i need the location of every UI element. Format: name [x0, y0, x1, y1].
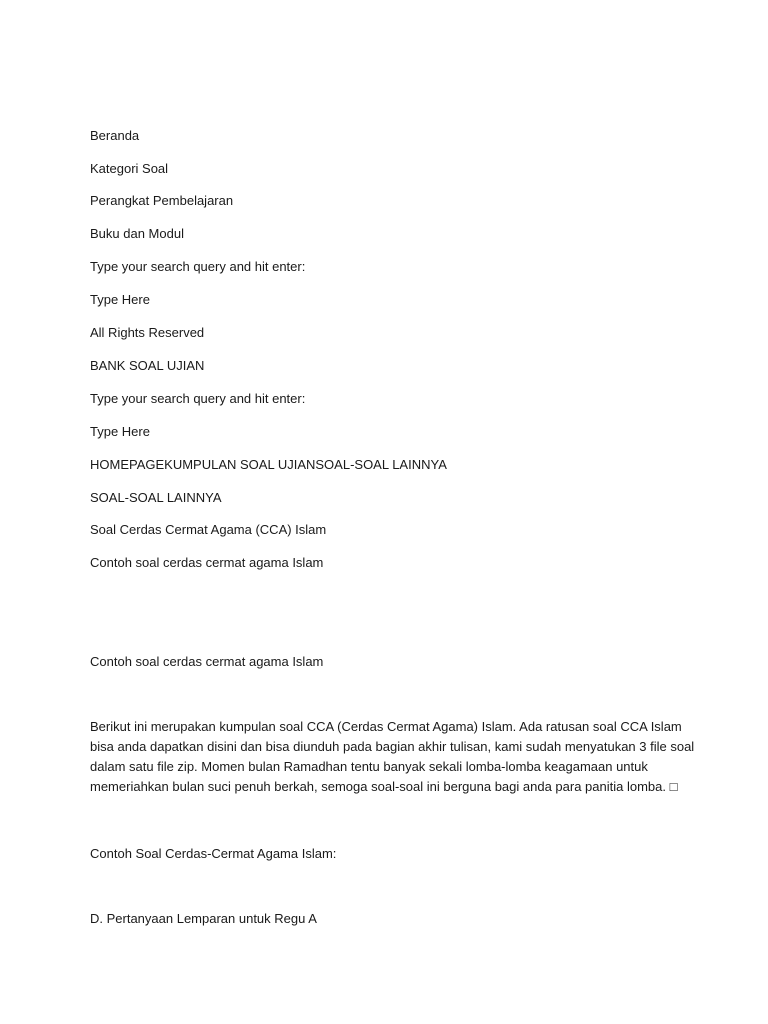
intro-line: memeriahkan bulan suci penuh berkah, semoga soal-soal ini berguna bagi anda para panitia lomba. □	[90, 779, 678, 794]
site-title[interactable]: BANK SOAL UJIAN	[90, 358, 205, 373]
nav-link-learning-tools[interactable]: Perangkat Pembelajaran	[90, 193, 234, 208]
examples-heading: Contoh Soal Cerdas-Cermat Agama Islam:	[90, 846, 337, 861]
search-prompt-main: Type your search query and hit enter:	[90, 391, 306, 406]
search-input-top[interactable]: Type Here	[90, 292, 150, 307]
breadcrumb[interactable]: HOMEPAGEKUMPULAN SOAL UJIANSOAL-SOAL LAINNYA	[90, 457, 447, 472]
nav-link-home[interactable]: Beranda	[90, 128, 140, 143]
rights-reserved-text: All Rights Reserved	[90, 325, 205, 340]
section-label[interactable]: SOAL-SOAL LAINNYA	[90, 490, 222, 505]
intro-line: bisa anda dapatkan disini dan bisa diunduh pada bagian akhir tulisan, kami sudah menyatukan 3 file soal	[90, 739, 695, 754]
section-d-heading: D. Pertanyaan Lemparan untuk Regu A	[90, 911, 317, 926]
article-subtitle: Contoh soal cerdas cermat agama Islam	[90, 555, 324, 570]
image-caption: Contoh soal cerdas cermat agama Islam	[90, 654, 324, 669]
nav-link-books-modules[interactable]: Buku dan Modul	[90, 226, 184, 241]
search-input-main[interactable]: Type Here	[90, 424, 150, 439]
article-title: Soal Cerdas Cermat Agama (CCA) Islam	[90, 522, 327, 537]
intro-line: Berikut ini merupakan kumpulan soal CCA (Cerdas Cermat Agama) Islam. Ada ratusan soal CCA Islam	[90, 719, 682, 734]
search-prompt-top: Type your search query and hit enter:	[90, 259, 306, 274]
intro-paragraph	[90, 717, 695, 797]
intro-line: dalam satu file zip. Momen bulan Ramadhan tentu banyak sekali lomba-lomba keagamaan untuk	[90, 759, 648, 774]
nav-link-category[interactable]: Kategori Soal	[90, 161, 169, 176]
